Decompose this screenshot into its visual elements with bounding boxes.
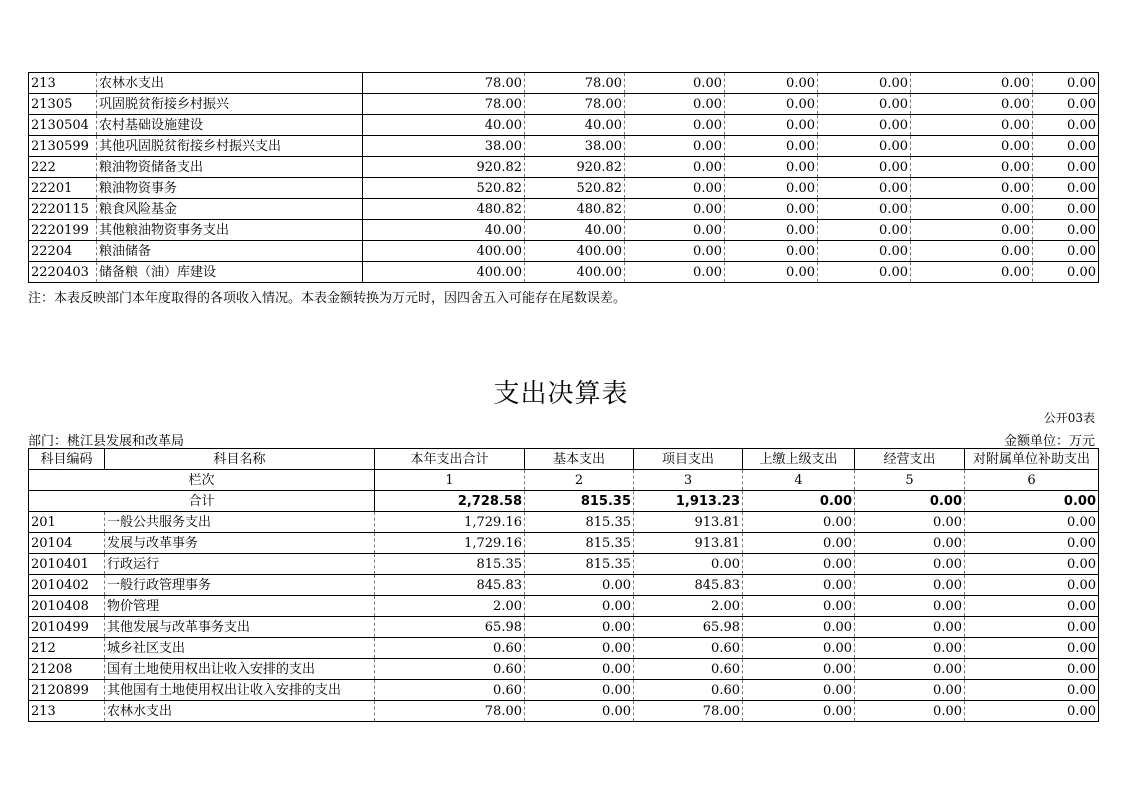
amount-cell: 0.00 <box>625 94 725 115</box>
amount-cell: 0.00 <box>725 262 818 283</box>
header-cell: 本年支出合计 <box>375 449 525 470</box>
table-row <box>29 596 1099 617</box>
amount-cell: 0.00 <box>725 115 818 136</box>
amount-cell: 78.00 <box>634 701 743 722</box>
column-number: 3 <box>634 470 743 491</box>
amount-cell: 0.00 <box>818 157 911 178</box>
amount-cell: 0.00 <box>725 199 818 220</box>
header-cell: 基本支出 <box>525 449 634 470</box>
amount-cell: 0.60 <box>634 680 743 701</box>
amount-cell: 0.00 <box>725 94 818 115</box>
subject-name: 其他国有土地使用权出让收入安排的支出 <box>105 680 375 701</box>
table-row <box>29 262 1099 283</box>
amount-cell: 0.00 <box>965 617 1099 638</box>
amount-cell: 0.00 <box>965 596 1099 617</box>
subject-code: 213 <box>29 73 97 94</box>
amount-cell: 0.00 <box>525 596 634 617</box>
total-value: 815.35 <box>525 491 634 512</box>
amount-cell: 0.00 <box>911 241 1033 262</box>
amount-cell: 1,729.16 <box>375 512 525 533</box>
amount-cell: 0.00 <box>818 73 911 94</box>
table-row <box>29 575 1099 596</box>
amount-cell: 0.00 <box>525 617 634 638</box>
amount-cell: 0.00 <box>1033 220 1099 241</box>
subject-code: 2010401 <box>29 554 105 575</box>
amount-cell: 38.00 <box>525 136 625 157</box>
amount-cell: 0.00 <box>818 241 911 262</box>
amount-cell: 0.00 <box>965 554 1099 575</box>
amount-cell: 0.00 <box>818 178 911 199</box>
subject-name: 其他巩固脱贫衔接乡村振兴支出 <box>97 136 363 157</box>
subject-name: 农林水支出 <box>97 73 363 94</box>
column-number-row <box>29 470 1099 491</box>
amount-cell: 0.60 <box>634 638 743 659</box>
amount-cell: 0.00 <box>743 554 855 575</box>
header-cell: 科目名称 <box>105 449 375 470</box>
table-row <box>29 617 1099 638</box>
subject-name: 一般公共服务支出 <box>105 512 375 533</box>
amount-cell: 0.00 <box>965 701 1099 722</box>
amount-cell: 1,729.16 <box>375 533 525 554</box>
amount-cell: 0.00 <box>911 136 1033 157</box>
subject-code: 2130599 <box>29 136 97 157</box>
subject-code: 21305 <box>29 94 97 115</box>
amount-cell: 0.00 <box>965 575 1099 596</box>
amount-cell: 40.00 <box>363 115 525 136</box>
table-row <box>29 178 1099 199</box>
column-number: 6 <box>965 470 1099 491</box>
total-label: 合计 <box>29 491 375 512</box>
amount-cell: 78.00 <box>363 73 525 94</box>
amount-cell: 0.00 <box>725 241 818 262</box>
subject-name: 城乡社区支出 <box>105 638 375 659</box>
amount-cell: 0.00 <box>1033 94 1099 115</box>
subject-name: 粮油物资事务 <box>97 178 363 199</box>
subject-name: 巩固脱贫衔接乡村振兴 <box>97 94 363 115</box>
amount-cell: 0.00 <box>725 73 818 94</box>
amount-cell: 920.82 <box>525 157 625 178</box>
amount-cell: 78.00 <box>363 94 525 115</box>
amount-cell: 0.00 <box>855 575 965 596</box>
amount-cell: 0.00 <box>818 136 911 157</box>
table-row <box>29 115 1099 136</box>
amount-cell: 0.00 <box>625 220 725 241</box>
amount-cell: 815.35 <box>525 554 634 575</box>
subject-name: 储备粮（油）库建设 <box>97 262 363 283</box>
amount-cell: 480.82 <box>525 199 625 220</box>
table-row <box>29 659 1099 680</box>
total-value: 0.00 <box>743 491 855 512</box>
total-value: 1,913.23 <box>634 491 743 512</box>
amount-cell: 0.00 <box>855 680 965 701</box>
amount-cell: 520.82 <box>363 178 525 199</box>
amount-cell: 0.00 <box>911 178 1033 199</box>
amount-cell: 0.00 <box>855 554 965 575</box>
subject-name: 国有土地使用权出让收入安排的支出 <box>105 659 375 680</box>
amount-cell: 0.00 <box>855 617 965 638</box>
amount-cell: 0.00 <box>855 512 965 533</box>
amount-cell: 0.00 <box>911 94 1033 115</box>
amount-cell: 0.00 <box>1033 115 1099 136</box>
table-row <box>29 701 1099 722</box>
subject-code: 2010402 <box>29 575 105 596</box>
table-row <box>29 157 1099 178</box>
amount-cell: 0.00 <box>725 220 818 241</box>
amount-cell: 0.00 <box>1033 157 1099 178</box>
amount-cell: 0.00 <box>855 533 965 554</box>
header-cell: 项目支出 <box>634 449 743 470</box>
amount-cell: 0.00 <box>965 533 1099 554</box>
table-row <box>29 680 1099 701</box>
header-cell: 经营支出 <box>855 449 965 470</box>
amount-cell: 0.00 <box>818 262 911 283</box>
subject-code: 212 <box>29 638 105 659</box>
amount-cell: 400.00 <box>363 262 525 283</box>
amount-cell: 0.60 <box>375 680 525 701</box>
amount-cell: 0.00 <box>525 638 634 659</box>
amount-cell: 815.35 <box>375 554 525 575</box>
expense-table <box>28 448 1099 722</box>
amount-cell: 65.98 <box>634 617 743 638</box>
amount-cell: 0.00 <box>911 157 1033 178</box>
subject-code: 20104 <box>29 533 105 554</box>
total-row <box>29 491 1099 512</box>
subject-code: 222 <box>29 157 97 178</box>
amount-cell: 0.00 <box>525 659 634 680</box>
subject-name: 其他粮油物资事务支出 <box>97 220 363 241</box>
amount-cell: 0.00 <box>965 512 1099 533</box>
column-number: 4 <box>743 470 855 491</box>
column-number: 1 <box>375 470 525 491</box>
subject-code: 201 <box>29 512 105 533</box>
amount-cell: 0.60 <box>375 659 525 680</box>
subject-code: 2010499 <box>29 617 105 638</box>
header-cell: 科目编码 <box>29 449 105 470</box>
amount-cell: 0.00 <box>743 617 855 638</box>
amount-cell: 0.00 <box>625 241 725 262</box>
table-row <box>29 533 1099 554</box>
total-value: 0.00 <box>855 491 965 512</box>
amount-cell: 0.00 <box>743 701 855 722</box>
amount-cell: 0.00 <box>743 659 855 680</box>
subject-code: 2130504 <box>29 115 97 136</box>
amount-cell: 0.00 <box>625 178 725 199</box>
amount-cell: 0.00 <box>525 575 634 596</box>
amount-unit-label: 金额单位：万元 <box>1003 434 1095 449</box>
amount-cell: 0.00 <box>525 680 634 701</box>
amount-cell: 38.00 <box>363 136 525 157</box>
subject-name: 行政运行 <box>105 554 375 575</box>
subject-code: 22204 <box>29 241 97 262</box>
amount-cell: 0.00 <box>965 638 1099 659</box>
amount-cell: 2.00 <box>375 596 525 617</box>
amount-cell: 400.00 <box>363 241 525 262</box>
amount-cell: 0.00 <box>911 115 1033 136</box>
amount-cell: 0.00 <box>634 554 743 575</box>
amount-cell: 400.00 <box>525 241 625 262</box>
amount-cell: 0.00 <box>1033 199 1099 220</box>
subject-code: 213 <box>29 701 105 722</box>
amount-cell: 0.00 <box>525 701 634 722</box>
department-label: 部门：桃江县发展和改革局 <box>28 434 185 449</box>
amount-cell: 0.00 <box>743 512 855 533</box>
amount-cell: 2.00 <box>634 596 743 617</box>
amount-cell: 815.35 <box>525 512 634 533</box>
form-number: 公开03表 <box>1043 411 1095 425</box>
amount-cell: 0.00 <box>1033 178 1099 199</box>
amount-cell: 0.00 <box>911 262 1033 283</box>
page-title: 支出决算表 <box>493 379 629 409</box>
table-row <box>29 638 1099 659</box>
header-cell: 对附属单位补助支出 <box>965 449 1099 470</box>
amount-cell: 913.81 <box>634 533 743 554</box>
table-row <box>29 512 1099 533</box>
table-row <box>29 136 1099 157</box>
amount-cell: 0.00 <box>911 73 1033 94</box>
amount-cell: 0.00 <box>625 115 725 136</box>
amount-cell: 0.00 <box>1033 262 1099 283</box>
subject-code: 2220115 <box>29 199 97 220</box>
amount-cell: 0.00 <box>911 220 1033 241</box>
amount-cell: 0.00 <box>725 157 818 178</box>
table-row <box>29 554 1099 575</box>
table-row <box>29 73 1099 94</box>
amount-cell: 0.00 <box>855 701 965 722</box>
amount-cell: 845.83 <box>375 575 525 596</box>
table-row <box>29 199 1099 220</box>
amount-cell: 0.00 <box>855 659 965 680</box>
amount-cell: 0.00 <box>965 680 1099 701</box>
amount-cell: 78.00 <box>525 94 625 115</box>
amount-cell: 40.00 <box>363 220 525 241</box>
subject-name: 一般行政管理事务 <box>105 575 375 596</box>
amount-cell: 0.00 <box>743 596 855 617</box>
total-value: 2,728.58 <box>375 491 525 512</box>
amount-cell: 815.35 <box>525 533 634 554</box>
amount-cell: 40.00 <box>525 220 625 241</box>
subject-name: 农林水支出 <box>105 701 375 722</box>
amount-cell: 0.00 <box>855 596 965 617</box>
subject-name: 发展与改革事务 <box>105 533 375 554</box>
table-row <box>29 94 1099 115</box>
subject-code: 2120899 <box>29 680 105 701</box>
amount-cell: 845.83 <box>634 575 743 596</box>
subject-name: 粮食风险基金 <box>97 199 363 220</box>
subject-code: 21208 <box>29 659 105 680</box>
amount-cell: 520.82 <box>525 178 625 199</box>
column-number: 2 <box>525 470 634 491</box>
subject-name: 其他发展与改革事务支出 <box>105 617 375 638</box>
amount-cell: 0.00 <box>818 220 911 241</box>
amount-cell: 0.00 <box>743 533 855 554</box>
amount-cell: 0.00 <box>1033 136 1099 157</box>
subject-name: 粮油物资储备支出 <box>97 157 363 178</box>
amount-cell: 0.00 <box>911 199 1033 220</box>
column-label: 栏次 <box>29 470 375 491</box>
amount-cell: 480.82 <box>363 199 525 220</box>
amount-cell: 0.00 <box>965 659 1099 680</box>
amount-cell: 0.00 <box>818 94 911 115</box>
amount-cell: 0.00 <box>743 680 855 701</box>
subject-name: 农村基础设施建设 <box>97 115 363 136</box>
subject-code: 2220403 <box>29 262 97 283</box>
amount-cell: 0.00 <box>625 136 725 157</box>
table-row <box>29 241 1099 262</box>
subject-code: 2010408 <box>29 596 105 617</box>
amount-cell: 0.00 <box>1033 73 1099 94</box>
amount-cell: 65.98 <box>375 617 525 638</box>
amount-cell: 0.00 <box>725 178 818 199</box>
income-table <box>28 72 1099 283</box>
amount-cell: 0.00 <box>743 638 855 659</box>
amount-cell: 0.00 <box>818 199 911 220</box>
amount-cell: 0.00 <box>1033 241 1099 262</box>
table-row <box>29 220 1099 241</box>
amount-cell: 40.00 <box>525 115 625 136</box>
amount-cell: 0.00 <box>818 115 911 136</box>
amount-cell: 0.60 <box>375 638 525 659</box>
amount-cell: 0.00 <box>725 136 818 157</box>
header-row <box>29 449 1099 470</box>
income-note: 注：本表反映部门本年度取得的各项收入情况。本表金额转换为万元时，因四舍五入可能存在尾数误差。 <box>28 291 627 306</box>
subject-name: 物价管理 <box>105 596 375 617</box>
amount-cell: 0.00 <box>855 638 965 659</box>
amount-cell: 78.00 <box>525 73 625 94</box>
amount-cell: 0.00 <box>625 262 725 283</box>
column-number: 5 <box>855 470 965 491</box>
amount-cell: 0.00 <box>743 575 855 596</box>
amount-cell: 78.00 <box>375 701 525 722</box>
subject-code: 22201 <box>29 178 97 199</box>
amount-cell: 0.60 <box>634 659 743 680</box>
subject-code: 2220199 <box>29 220 97 241</box>
amount-cell: 400.00 <box>525 262 625 283</box>
amount-cell: 920.82 <box>363 157 525 178</box>
total-value: 0.00 <box>965 491 1099 512</box>
subject-name: 粮油储备 <box>97 241 363 262</box>
amount-cell: 0.00 <box>625 157 725 178</box>
amount-cell: 0.00 <box>625 73 725 94</box>
header-cell: 上缴上级支出 <box>743 449 855 470</box>
amount-cell: 913.81 <box>634 512 743 533</box>
amount-cell: 0.00 <box>625 199 725 220</box>
